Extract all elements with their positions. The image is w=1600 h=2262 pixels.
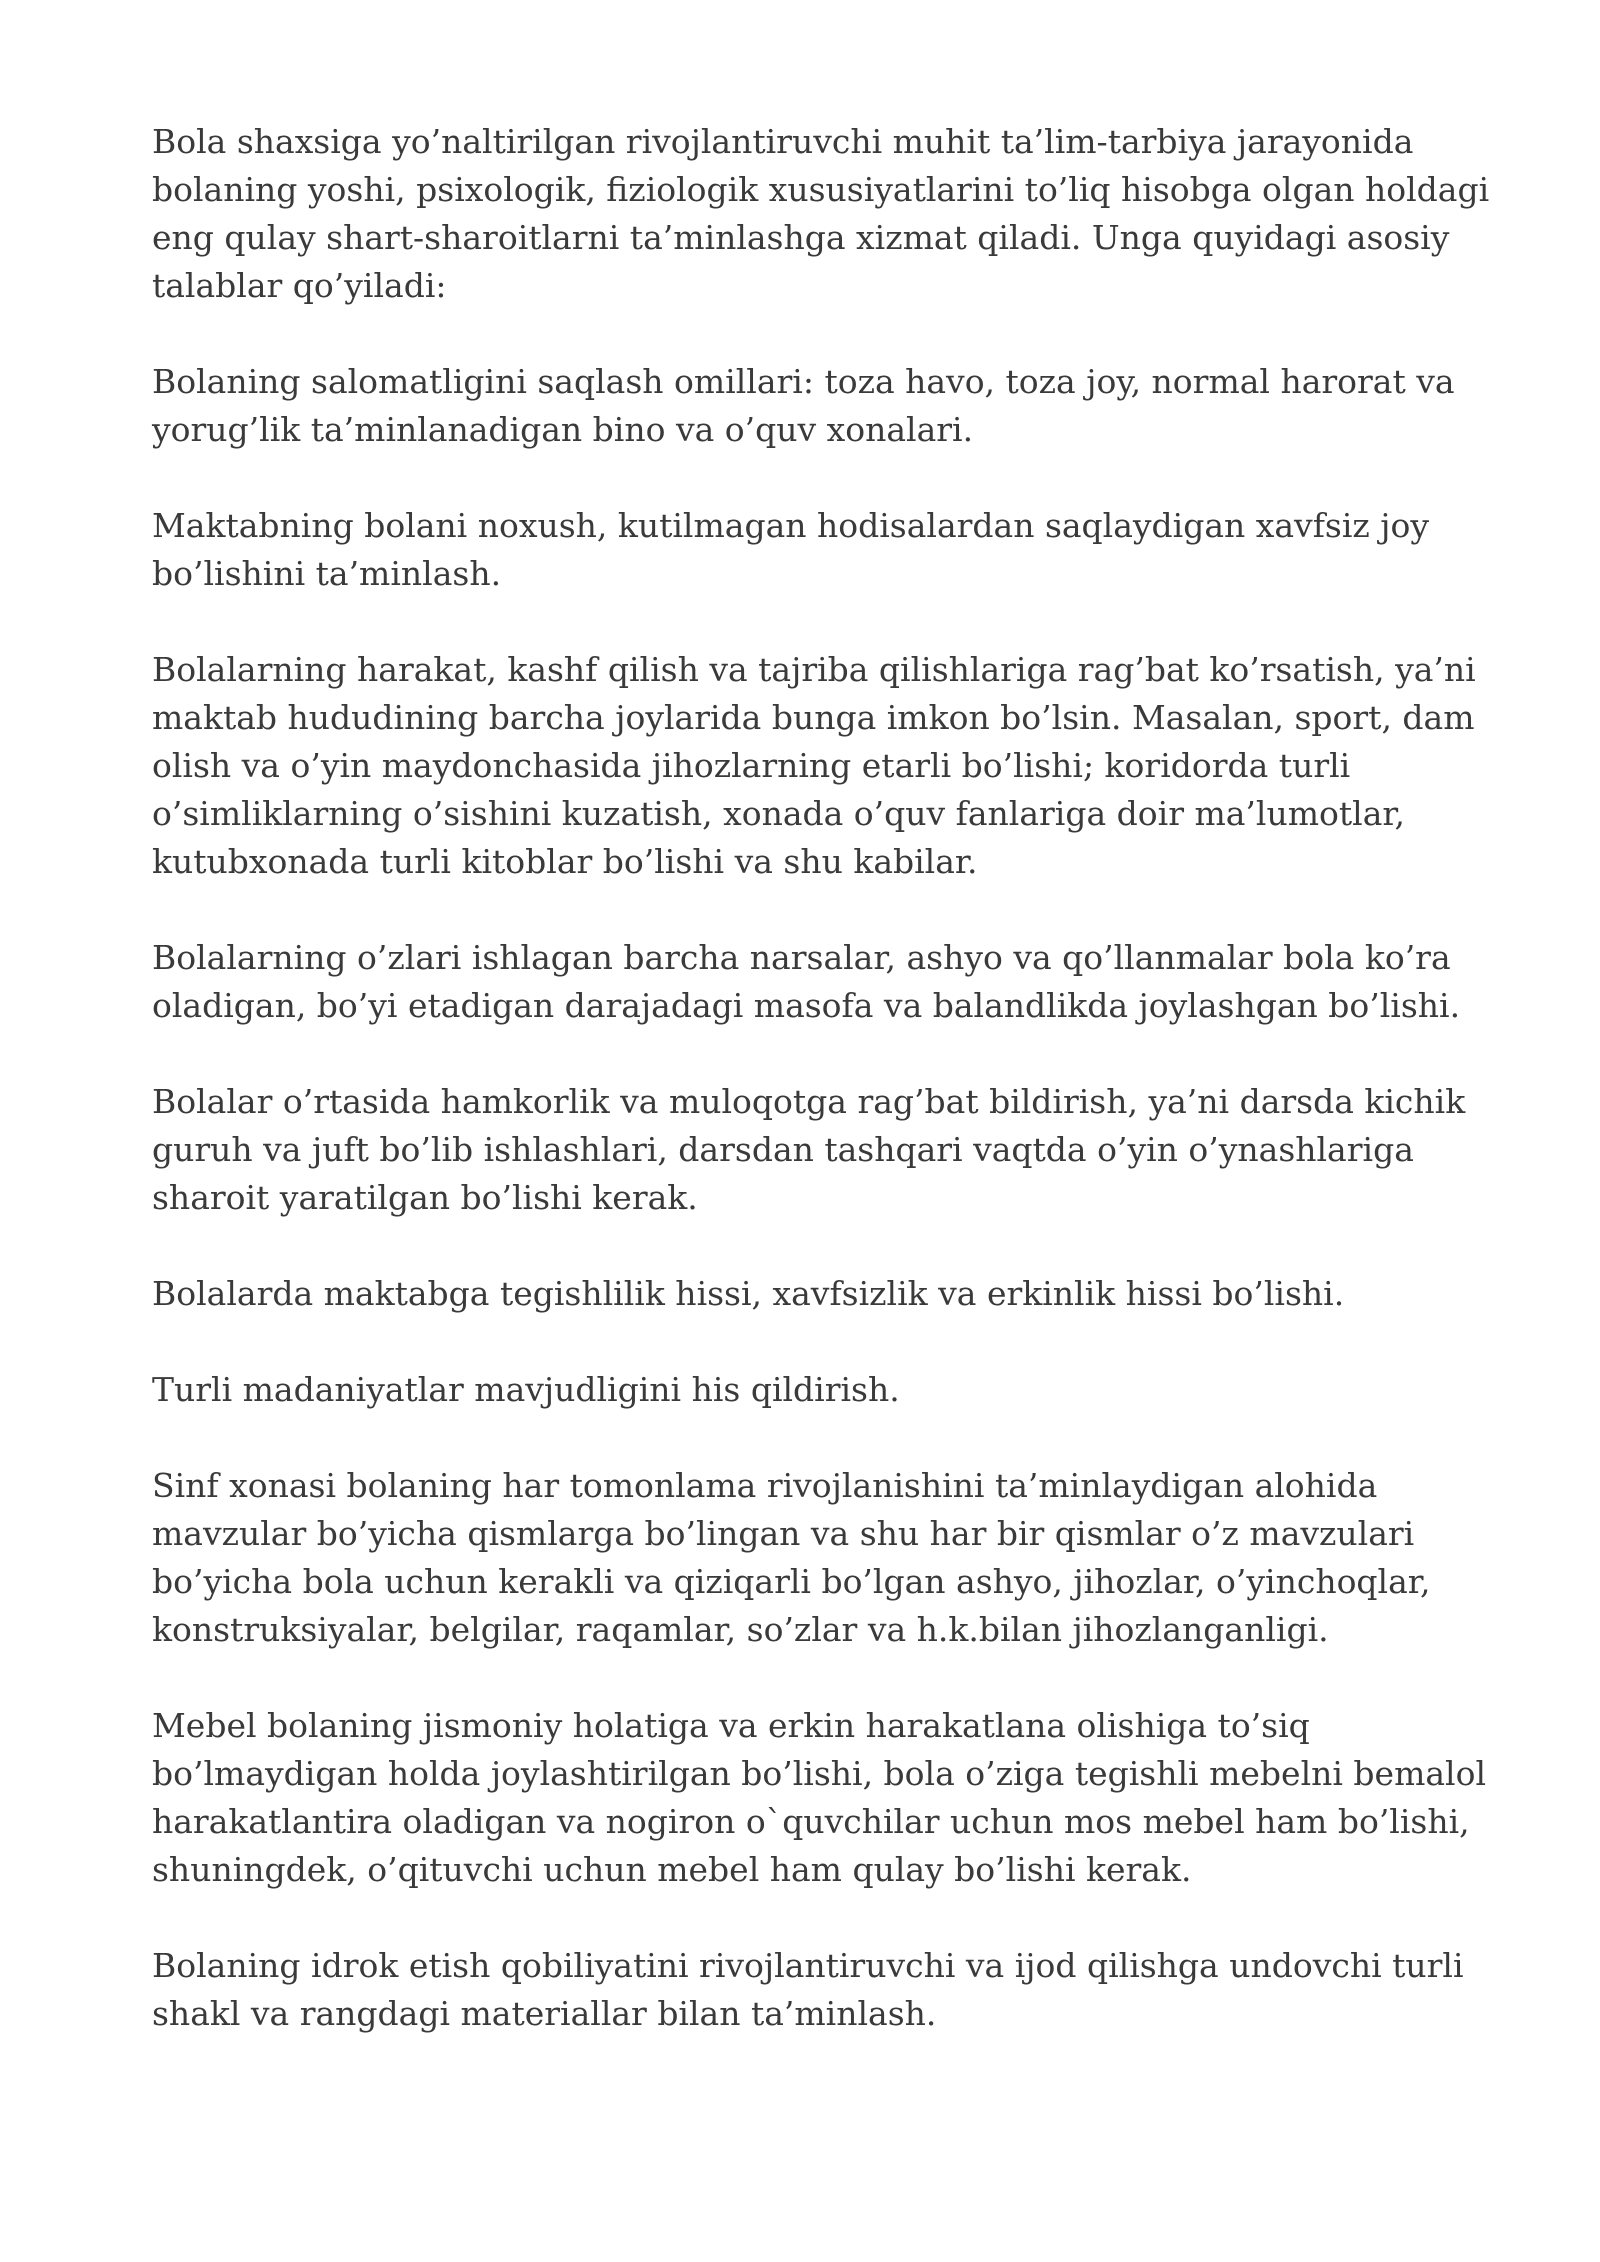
paragraph-materials: Bolaning idrok etish qobiliyatini rivojlantiruvchi va ijod qilishga undovchi turli shakl va rangdagi materiallar bilan ta’minlash. (152, 1946, 1464, 2033)
paragraph-furniture: Mebel bolaning jismoniy holatiga va erkin harakatlana olishiga to’siq bo’lmaydigan holda joylashtirilgan bo’lishi, bola o’ziga tegishli mebelni bemalol harakatlantira oladigan va nogiron o`quvchilar uchun mos mebel ham bo’lishi, shuningdek, o’qituvchi uchun mebel ham qulay bo’lishi kerak. (152, 1706, 1487, 1889)
paragraph-cultures: Turli madaniyatlar mavjudligini his qildirish. (152, 1370, 900, 1409)
paragraph-health: Bolaning salomatligini saqlash omillari: toza havo, toza joy, normal harorat va yorug’lik ta’minlanadigan bino va o’quv xonalari. (152, 362, 1455, 449)
paragraph-intro: Bola shaxsiga yo’naltirilgan rivojlantiruvchi muhit ta’lim-tarbiya jarayonida bolaning yoshi, psixologik, fiziologik xususiyatlarini to’liq hisobga olgan holdagi eng qulay shart-sharoitlarni ta’minlashga xizmat qiladi. Unga quyidagi asosiy talablar qo’yiladi: (152, 122, 1490, 305)
paragraph-classroom: Sinf xonasi bolaning har tomonlama rivojlanishini ta’minlaydigan alohida mavzular bo’yicha qismlarga bo’lingan va shu har bir qismlar o’z mavzulari bo’yicha bola uchun kerakli va qiziqarli bo’lgan ashyo, jihozlar, o’yinchoqlar, konstruksiyalar, belgilar, raqamlar, so’zlar va h.k.bilan jihozlanganligi. (152, 1466, 1431, 1649)
paragraph-cooperation: Bolalar o’rtasida hamkorlik va muloqotga rag’bat bildirish, ya’ni darsda kichik guruh va juft bo’lib ishlashlari, darsdan tashqari vaqtda o’yin o’ynashlariga sharoit yaratilgan bo’lishi kerak. (152, 1082, 1466, 1217)
document-body (152, 118, 1512, 2086)
paragraph-exploration: Bolalarning harakat, kashf qilish va tajriba qilishlariga rag’bat ko’rsatish, ya’ni maktab hududining barcha joylarida bunga imkon bo’lsin. Masalan, sport, dam olish va o’yin maydonchasida jihozlarning etarli bo’lishi; koridorda turli o’simliklarning o’sishini kuzatish, xonada o’quv fanlariga doir ma’lumotlar, kutubxonada turli kitoblar bo’lishi va shu kabilar. (152, 650, 1476, 881)
paragraph-safety: Maktabning bolani noxush, kutilmagan hodisalardan saqlaydigan xavfsiz joy bo’lishini ta’minlash. (152, 506, 1430, 593)
paragraph-belonging: Bolalarda maktabga tegishlilik hissi, xavfsizlik va erkinlik hissi bo’lishi. (152, 1274, 1345, 1313)
paragraph-accessibility: Bolalarning o’zlari ishlagan barcha narsalar, ashyo va qo’llanmalar bola ko’ra oladigan, bo’yi etadigan darajadagi masofa va balandlikda joylashgan bo’lishi. (152, 938, 1461, 1025)
